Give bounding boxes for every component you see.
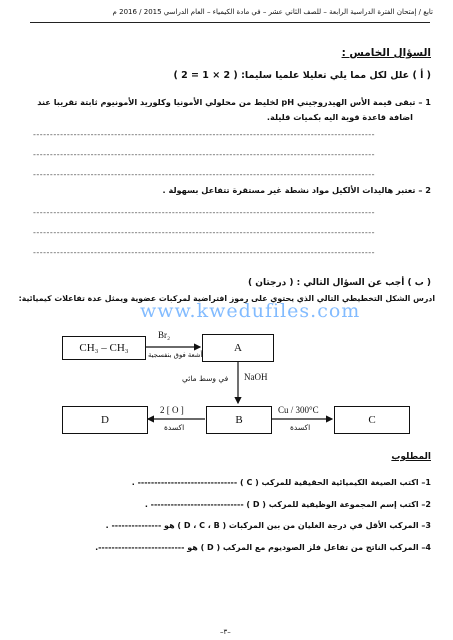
part-b-title: ( ب ) أجب عن السؤال التالي : ( درجتان ) (248, 278, 431, 288)
reagent-naoh: NaOH (244, 372, 268, 382)
reagent-br2: Br₂ (158, 330, 171, 340)
question-2: 2 – تعتبر هاليدات الألكيل مواد نشطة غير مستقرة تتفاعل بسهولة . (162, 185, 431, 195)
box-c: C (334, 406, 410, 434)
part-a-title: ( أ ) علل لكل مما يلي تعليلا علميا سليما: ( 2 × 1 = 2 ) (173, 70, 431, 81)
condition-aqueous: في وسط مائي (182, 374, 229, 383)
required-item-3: 3– المركب الأقل في درجة الغليان من بين المركبات ( D ، C ، B ) هو --------------- . (105, 521, 431, 530)
exam-header: تابع / إمتحان الفترة الدراسية الرابعة – للصف الثاني عشر – في مادة الكيمياء – العام الدراسي 2015 / 2016 م (112, 8, 433, 16)
box-d: D (62, 406, 148, 434)
required-item-4: 4– المركب الناتج من تفاعل فلز الصوديوم مع المركب ( D ) هو --------------------------. (95, 543, 431, 552)
answer-line: ----------------------------------------------------------------------------------------------------- (33, 208, 376, 217)
condition-uv: أشعة فوق بنفسجية (148, 351, 203, 359)
answer-line: ----------------------------------------------------------------------------------------------------- (33, 228, 376, 237)
reagent-oxygen: 2 [ O ] (160, 405, 184, 415)
answer-line: ----------------------------------------------------------------------------------------------------- (33, 170, 376, 179)
answer-line: ----------------------------------------------------------------------------------------------------- (33, 248, 376, 257)
condition-oxidation-1: اكسدة (164, 423, 185, 432)
required-item-2: 2– اكتب إسم المجموعة الوظيفية للمركب ( D ) ---------------------------- . (144, 500, 431, 509)
question-1-line-1: 1 – تبقى قيمة الأس الهيدروجيني pH لخليط من محلولي الأمونيا وكلوريد الأمونيوم ثابتة تقريبا عند (37, 97, 431, 107)
watermark: www.kwedufiles.com (140, 300, 361, 322)
box-b: B (206, 406, 272, 434)
page-number: –٣– (220, 628, 231, 636)
question-1-line-2: اضافة قاعدة قوية اليه بكميات قليلة. (266, 112, 413, 122)
answer-line: ----------------------------------------------------------------------------------------------------- (33, 150, 376, 159)
condition-oxidation-2: اكسدة (290, 423, 311, 432)
reagent-copper: Cu / 300°C (278, 405, 319, 415)
box-start-ethane: CH₃ – CH₃ (62, 336, 146, 360)
box-a: A (202, 334, 274, 362)
section-title: السؤال الخامس : (341, 47, 431, 59)
required-title: المطلوب (391, 452, 431, 462)
part-b-intro: ادرس الشكل التخطيطي التالي الذي يحتوي على رموز افتراضية لمركبات عضوية ويمثل عدة تفاعلات كيميائية: (18, 294, 435, 303)
required-item-1: 1– اكتب الصيغة الكيميائية الحقيقية للمركب ( C ) ------------------------------ . (131, 478, 431, 487)
answer-line: ----------------------------------------------------------------------------------------------------- (33, 130, 376, 139)
